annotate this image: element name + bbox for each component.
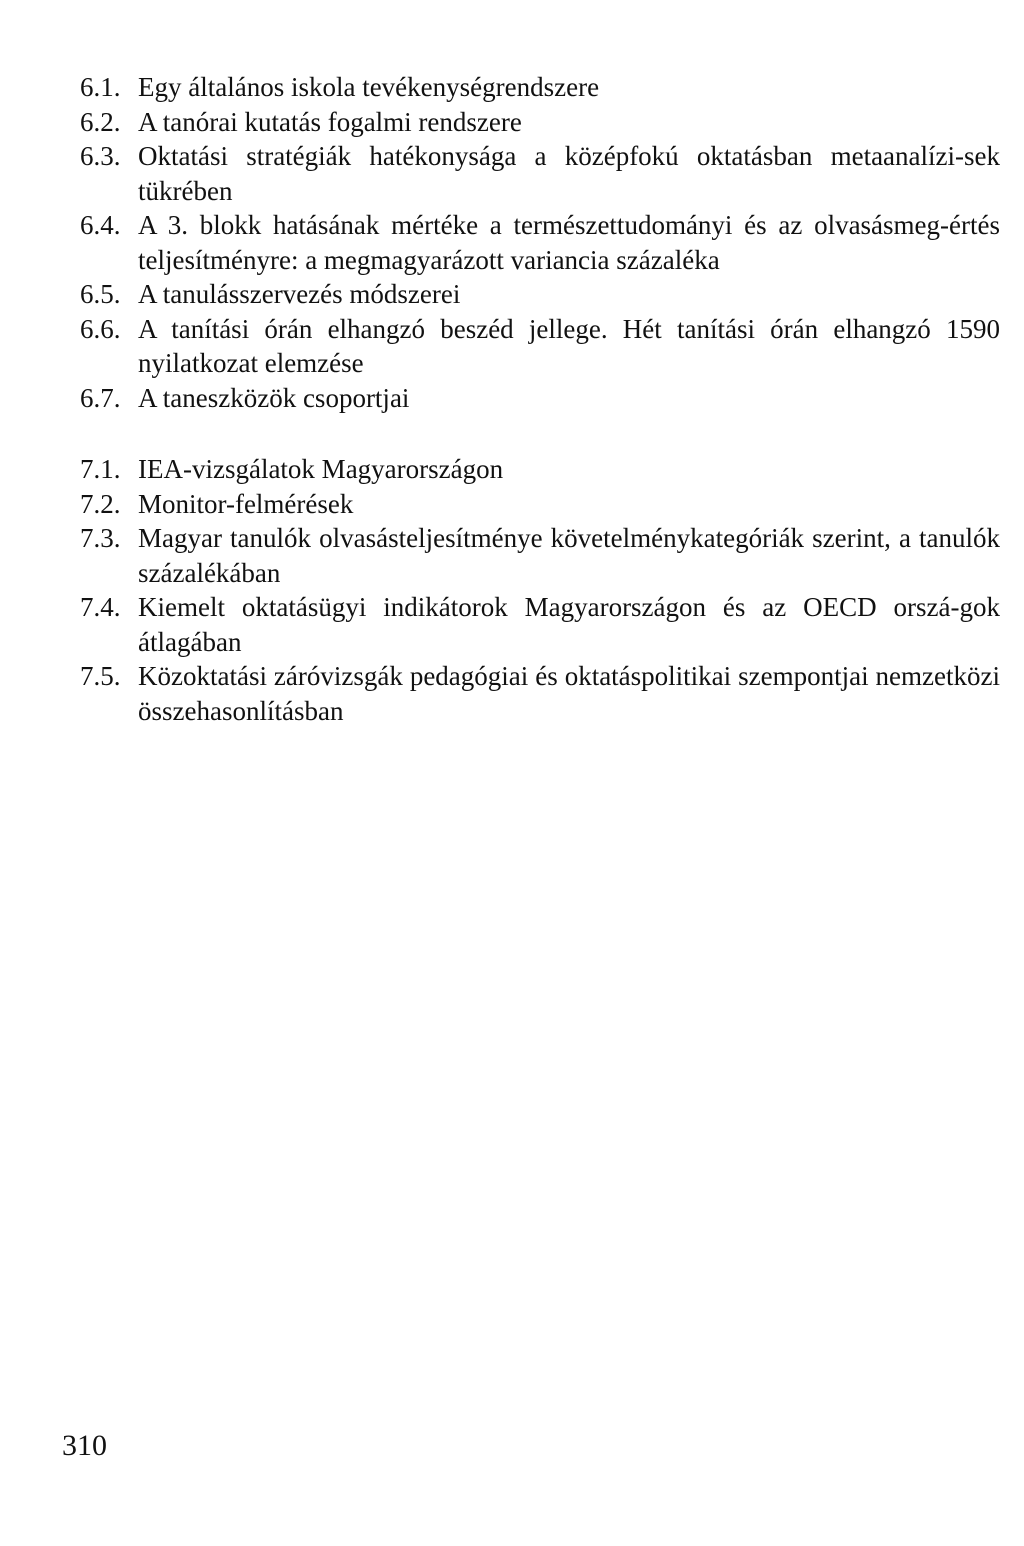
list-item — [80, 659, 1000, 728]
item-number: 7.3. — [80, 523, 121, 553]
list-group-chapter-7 — [80, 452, 1000, 728]
item-title: IEA-vizsgálatok Magyarországon — [138, 454, 504, 484]
list-item — [80, 139, 1000, 208]
item-number: 6.4. — [80, 210, 121, 240]
item-title: Magyar tanulók olvasásteljesítménye követelménykategóriák szerint, a tanulók százalékában — [138, 523, 1000, 588]
list-item — [80, 277, 1000, 312]
item-title: Egy általános iskola tevékenységrendszere — [138, 72, 600, 102]
item-title: A 3. blokk hatásának mértéke a természettudományi és az olvasásmeg-értés teljesítményre: a megmagyarázott variancia százaléka — [138, 210, 1000, 275]
list-item — [80, 105, 1000, 140]
item-number: 6.6. — [80, 313, 121, 344]
list-group-chapter-6 — [80, 70, 1000, 415]
item-title: Kiemelt oktatásügyi indikátorok Magyarországon és az OECD orszá-gok átlagában — [138, 592, 1000, 657]
item-number: 7.4. — [80, 592, 121, 622]
list-item — [80, 452, 1000, 487]
item-number: 6.1. — [80, 72, 121, 102]
list-item — [80, 590, 1000, 659]
page-number: 310 — [62, 1429, 107, 1462]
item-title: A tanórai kutatás fogalmi rendszere — [138, 106, 522, 137]
list-item — [80, 487, 1000, 522]
list-item — [80, 70, 1000, 105]
list-item — [80, 381, 1000, 416]
item-number: 6.2. — [80, 106, 121, 137]
item-title: Monitor-felmérések — [138, 488, 354, 519]
table-list — [80, 70, 1000, 728]
item-title: A tanítási órán elhangzó beszéd jellege. Hét tanítási órán elhangzó 1590 nyilatkozat elemzése — [138, 313, 1000, 378]
item-title: Közoktatási záróvizsgák pedagógiai és oktatáspolitikai szempontjai nemzetközi összehasonlításban — [138, 661, 1000, 726]
list-item — [80, 521, 1000, 590]
list-item — [80, 208, 1000, 277]
item-number: 7.5. — [80, 661, 121, 691]
item-number: 7.2. — [80, 488, 121, 519]
item-title: Oktatási stratégiák hatékonysága a középfokú oktatásban metaanalízi-sek tükrében — [138, 141, 1000, 206]
item-number: 6.7. — [80, 382, 121, 413]
list-item — [80, 312, 1000, 381]
item-title: A tanulásszervezés módszerei — [138, 279, 461, 309]
item-title: A taneszközök csoportjai — [138, 382, 410, 413]
item-number: 6.5. — [80, 279, 121, 309]
item-number: 6.3. — [80, 141, 121, 171]
item-number: 7.1. — [80, 454, 121, 484]
